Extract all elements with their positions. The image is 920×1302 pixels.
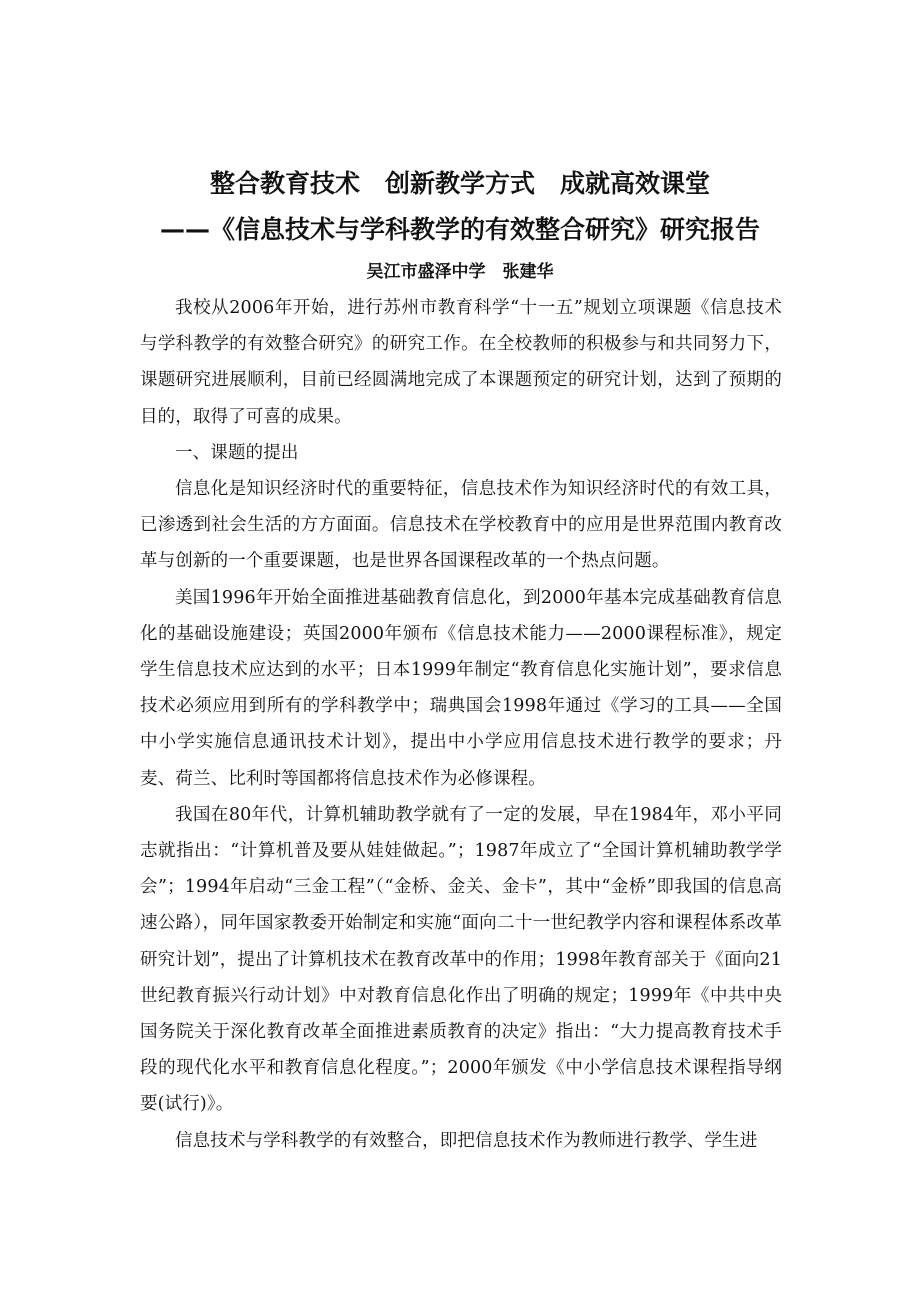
paragraph: 美国1996年开始全面推进基础教育信息化，到2000年基本完成基础教育信息化的基础设施建设；英国2000年颁布《信息技术能力——2000课程标准》，规定学生信息技术应达到的水平；日本1999年制定“教育信息化实施计划”，要求信息技术必须应用到所有的学科教学中；瑞典国会1998年通过《学习的工具——全国中小学实施信息通讯技术计划》，提出中小学应用信息技术进行教学的要求；丹麦、荷兰、比利时等国都将信息技术作为必修课程。 — [140, 587, 782, 789]
document-subtitle: ——《信息技术与学科教学的有效整合研究》研究报告 — [159, 215, 760, 244]
document-body — [140, 290, 782, 1159]
paragraph: 我国在80年代，计算机辅助教学就有了一定的发展，早在1984年，邓小平同志就指出：“计算机普及要从娃娃做起。”；1987年成立了“全国计算机辅助教学学会”；1994年启动“三金工程”（“金桥、金关、金卡”，其中“金桥”即我国的信息高速公路），同年国家教委开始制定和实施“面向二十一世纪教学内容和课程体系改革研究计划”，提出了计算机技术在教育改革中的作用；1998年教育部关于《面向21世纪教育振兴行动计划》中对教育信息化作出了明确的规定；1999年《中共中央国务院关于深化教育改革全面推进素质教育的决定》指出：“大力提高教育技术手段的现代化水平和教育信息化程度。”；2000年颁发《中小学信息技术课程指导纲要(试行)》。 — [140, 804, 782, 1115]
paragraph: 信息化是知识经济时代的重要特征，信息技术作为知识经济时代的有效工具，已渗透到社会生活的方方面面。信息技术在学校教育中的应用是世界范围内教育改革与创新的一个重要课题，也是世界各国课程改革的一个热点问题。 — [140, 479, 782, 572]
document-title: 整合教育技术 创新教学方式 成就高效课堂 — [209, 169, 710, 198]
section-heading: 一、课题的提出 — [175, 442, 299, 463]
author-line: 吴江市盛泽中学 张建华 — [366, 262, 554, 282]
paragraph-intro: 我校从2006年开始，进行苏州市教育科学“十一五”规划立项课题《信息技术与学科教学的有效整合研究》的研究工作。在全校教师的积极参与和共同努力下，课题研究进展顺利，目前已经圆满地完成了本课题预定的研究计划，达到了预期的目的，取得了可喜的成果。 — [140, 298, 782, 427]
paragraph: 信息技术与学科教学的有效整合，即把信息技术作为教师进行教学、学生进 — [175, 1130, 758, 1151]
